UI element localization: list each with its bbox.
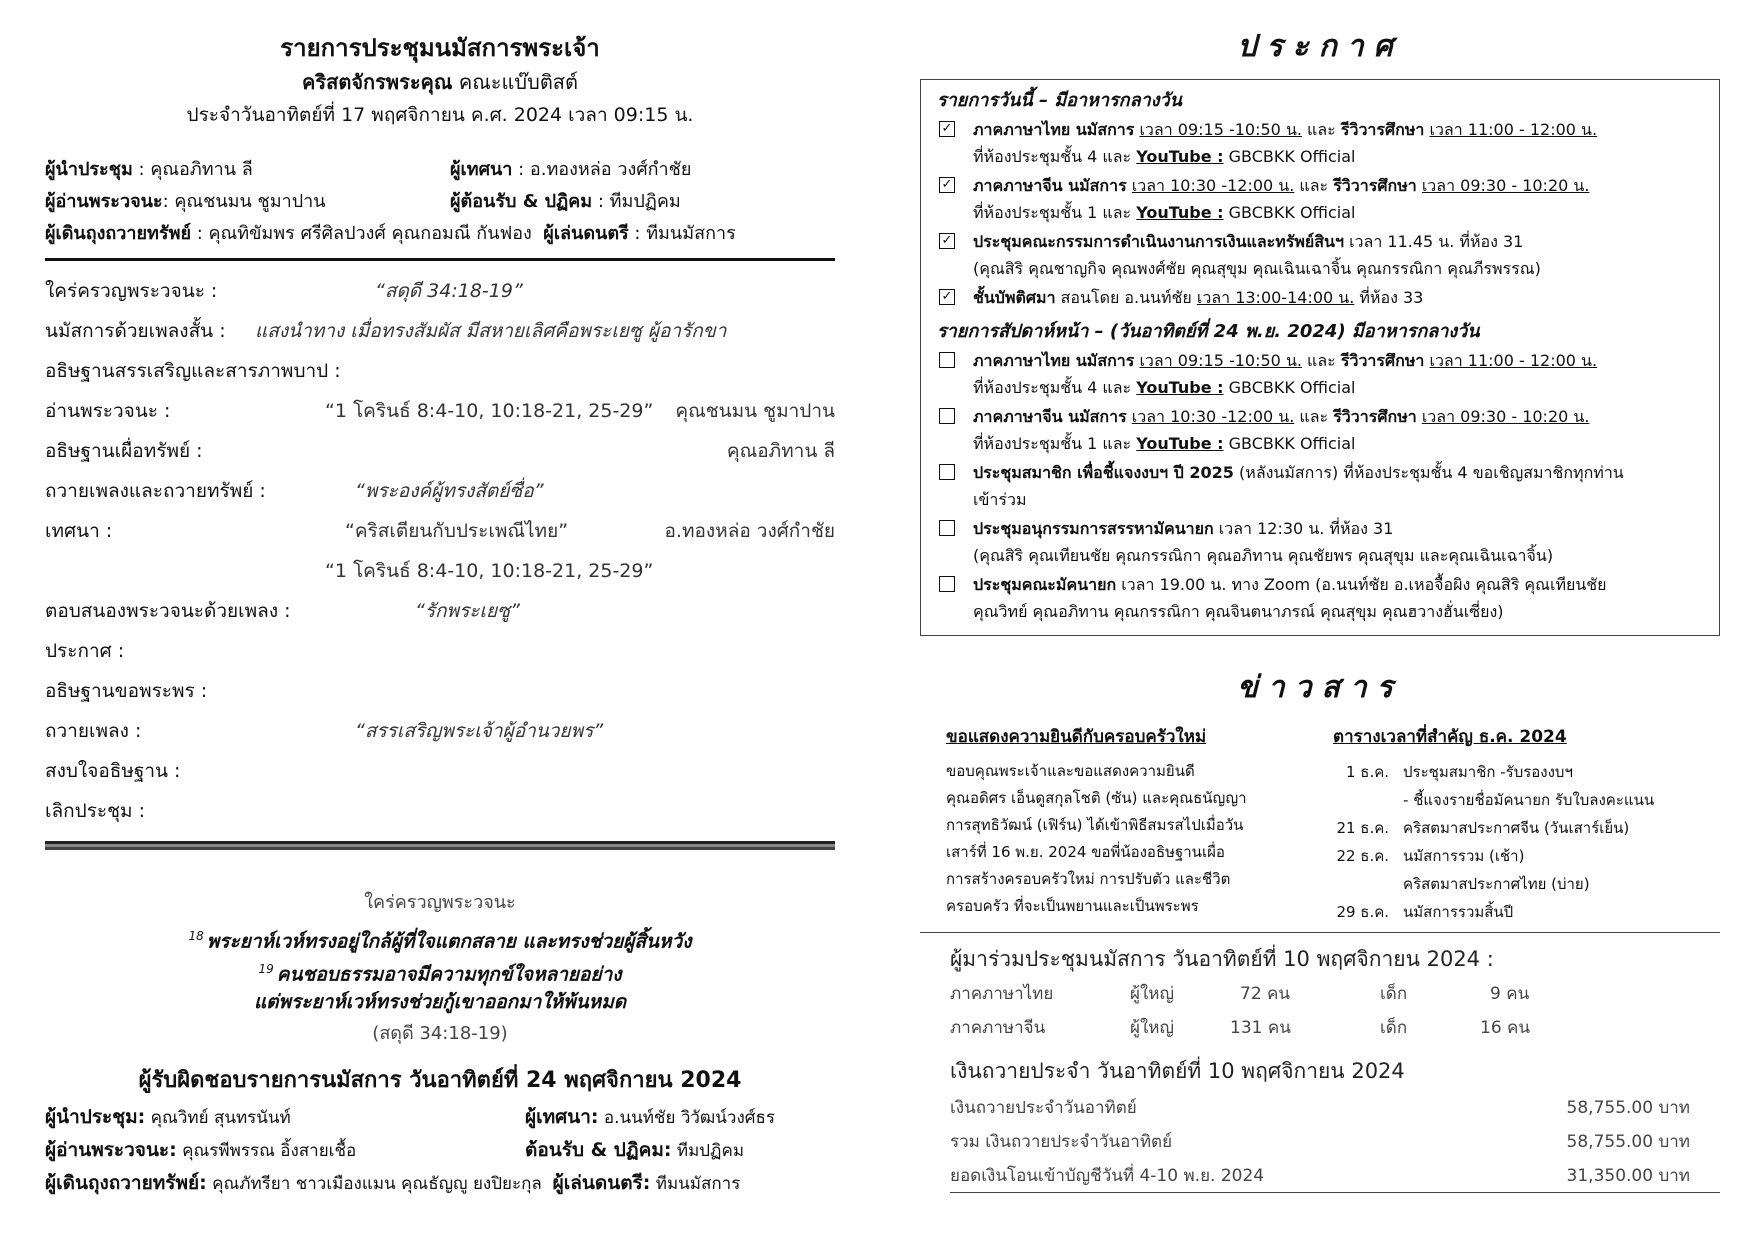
order-row: อธิษฐานสรรเสริญและสารภาพบาป : — [45, 360, 341, 382]
offering-heading: เงินถวายประจำ วันอาทิตย์ที่ 10 พฤศจิกายน 2024 — [950, 1059, 1405, 1083]
offering-row: รวม เงินถวายประจำวันอาทิตย์ 58,755.00 บาท — [950, 1132, 1690, 1152]
news-title: ข่าวสาร — [1237, 670, 1403, 705]
scripture-line: แต่พระยาห์เวห์ทรงช่วยกู้เขาออกมาให้พ้นหมด — [253, 991, 627, 1013]
announcement-item — [937, 571, 1705, 625]
announcements-box — [920, 79, 1720, 636]
scripture-reference: (สดุดี 34:18-19) — [372, 1023, 508, 1044]
congrats-column — [946, 722, 1323, 926]
next-week-row: ผู้นำประชุม: คุณวิทย์ สุนทรนันท์ ผู้เทศนา: อ.นนท์ชัย วิวัฒน์วงศ์ธร — [45, 1106, 776, 1128]
attendance-section — [920, 932, 1720, 1199]
order-row: อธิษฐานขอพระพร : — [45, 680, 208, 702]
calendar-row — [1333, 870, 1720, 898]
checked-box-icon: ✓ — [939, 121, 955, 137]
calendar-date — [1333, 870, 1403, 898]
announcement-line: ภาคภาษาจีน นมัสการ เวลา 10:30 -12:00 น. และ รีวิวารศึกษา เวลา 09:30 - 10:20 น. — [973, 407, 1590, 426]
announcement-line: ที่ห้องประชุมชั้น 4 และ YouTube : GBCBKK Official — [973, 147, 1356, 166]
congrats-line: ครอบครัว ที่จะเป็นพยานและเป็นพระพร — [946, 897, 1199, 915]
announcement-line: ที่ห้องประชุมชั้น 1 และ YouTube : GBCBKK Official — [973, 434, 1356, 453]
order-row: สงบใจอธิษฐาน : — [45, 760, 181, 782]
empty-box-icon — [939, 464, 955, 480]
order-row: อธิษฐานเผื่อทรัพย์ : คุณอภิทาน ลี — [45, 440, 835, 462]
offering-row: ยอดเงินโอนเข้าบัญชีวันที่ 4-10 พ.ย. 2024 31,350.00 บาท — [950, 1159, 1720, 1193]
calendar-row — [1333, 814, 1720, 842]
attendance-heading: ผู้มาร่วมประชุมนมัสการ วันอาทิตย์ที่ 10 พฤศจิกายน 2024 : — [950, 947, 1494, 971]
scripture-reflection — [45, 886, 835, 1049]
scripture-line: $^{18}$ พระยาห์เวห์ทรงอยู่ใกล้ผู้ที่ใจแตกสลาย และทรงช่วยผู้สิ้นหวัง — [188, 929, 692, 953]
congrats-line: คุณอดิศร เอ็นดูสกุลโชติ (ซัน) และคุณธนัญญา — [946, 789, 1247, 807]
announcement-item — [937, 459, 1705, 513]
bulletin-title: รายการประชุมนมัสการพระเจ้า — [280, 34, 600, 62]
attendance-row: ภาคภาษาไทย ผู้ใหญ่ 72 คน เด็ก 9 คน — [950, 984, 1530, 1004]
checked-box-icon: ✓ — [939, 233, 955, 249]
order-row: ประกาศ : — [45, 640, 125, 662]
calendar-date: 29 ธ.ค. — [1336, 903, 1390, 921]
youtube-label: YouTube : — [1136, 378, 1224, 397]
calendar-row — [1333, 758, 1720, 786]
announcement-item — [937, 228, 1705, 282]
calendar-event: - ชี้แจงรายชื่อมัคนายก รับใบลงคะแนน — [1403, 791, 1655, 809]
empty-box-icon — [939, 352, 955, 368]
calendar-column — [1333, 722, 1720, 926]
calendar-row — [1333, 898, 1720, 926]
service-date: ประจำวันอาทิตย์ที่ 17 พฤศจิกายน ค.ศ. 2024 เวลา 09:15 น. — [186, 104, 694, 126]
announcement-line: ที่ห้องประชุมชั้น 1 และ YouTube : GBCBKK Official — [973, 203, 1356, 222]
calendar-event: นมัสการรวม (เช้า) — [1403, 847, 1525, 865]
announcement-line: ประชุมคณะมัคนายก เวลา 19.00 น. ทาง Zoom (อ.นนท์ชัย อ.เหอจื้อผิง คุณสิริ คุณเทียนชัย — [973, 575, 1607, 594]
staff-row: ผู้นำประชุม : คุณอภิทาน ลี ผู้เทศนา : อ.ทองหล่อ วงศ์กำชัย — [45, 159, 692, 180]
order-row: ใคร่ครวญพระวจนะ : “สดุดี 34:18-19” — [45, 280, 523, 302]
calendar-event: คริสตมาสประกาศจีน (วันเสาร์เย็น) — [1403, 819, 1630, 837]
calendar-heading: ตารางเวลาที่สำคัญ ธ.ค. 2024 — [1333, 727, 1567, 747]
order-row: ถวายเพลง : “สรรเสริญพระเจ้าผู้อำนวยพร” — [45, 720, 604, 742]
congrats-line: การสร้างครอบครัวใหม่ การปรับตัว และชีวิต — [946, 870, 1231, 888]
announcements-title: ประกาศ — [1237, 29, 1403, 64]
empty-box-icon — [939, 520, 955, 536]
congrats-heading: ขอแสดงความยินดีกับครอบครัวใหม่ — [946, 727, 1207, 747]
next-week-row: ผู้อ่านพระวจนะ: คุณรพีพรรณ อิ้งสายเชื้อ ต้อนรับ & ปฏิคม: ทีมปฏิคม — [45, 1139, 745, 1161]
calendar-event: ประชุมสมาชิก -รับรองงบฯ — [1403, 763, 1573, 781]
congrats-text — [946, 758, 1323, 920]
calendar-event: คริสตมาสประกาศไทย (บ่าย) — [1403, 875, 1590, 893]
calendar-event: นมัสการรวมสิ้นปี — [1403, 903, 1514, 921]
attendance-row: ภาคภาษาจีน ผู้ใหญ่ 131 คน เด็ก 16 คน — [950, 1018, 1531, 1038]
announcement-line: ภาคภาษาไทย นมัสการ เวลา 09:15 -10:50 น. และ รีวิวารศึกษา เวลา 11:00 - 12:00 น. — [973, 120, 1598, 139]
announcement-line: (คุณสิริ คุณเทียนชัย คุณกรรณิกา คุณอภิทาน คุณชัยพร คุณสุขุม และคุณเฉินเฉาจิ้น) — [973, 546, 1554, 565]
checked-box-icon: ✓ — [939, 177, 955, 193]
announcement-item — [937, 116, 1705, 170]
order-of-service — [45, 271, 835, 831]
next-week-row: ผู้เดินถุงถวายทรัพย์: คุณภัทรียา ชาวเมืองแมน คุณธัญญู ยงปิยะกุล ผู้เล่นดนตรี: ทีมนมัสการ — [45, 1172, 741, 1194]
announcement-line: ชั้นบัพติศมา สอนโดย อ.นนท์ชัย เวลา 13:00-14:00 น. ที่ห้อง 33 — [973, 288, 1424, 307]
calendar-date — [1333, 786, 1403, 814]
order-row: นมัสการด้วยเพลงสั้น : แสงนำทาง เมื่อทรงสัมผัส มีสหายเลิศคือพระเยซู ผู้อารักขา — [45, 320, 727, 342]
announcement-line: ภาคภาษาไทย นมัสการ เวลา 09:15 -10:50 น. และ รีวิวารศึกษา เวลา 11:00 - 12:00 น. — [973, 351, 1598, 370]
church-name: คริสตจักรพระคุณ คณะแบ๊บติสต์ — [302, 70, 578, 94]
calendar-date: 21 ธ.ค. — [1336, 819, 1390, 837]
staff-row: ผู้อ่านพระวจนะ: คุณชนมน ชูมาปาน ผู้ต้อนรับ & ปฏิคม : ทีมปฏิคม — [45, 191, 681, 212]
calendar-row — [1333, 842, 1720, 870]
announcement-item — [937, 403, 1705, 457]
order-row: อ่านพระวจนะ : “1 โครินธ์ 8:4-10, 10:18-21, 25-29” คุณชนมน ชูมาปาน — [45, 400, 835, 422]
announcement-line: เข้าร่วม — [973, 490, 1027, 509]
order-row: เลิกประชุม : — [45, 800, 145, 822]
calendar-date: 22 ธ.ค. — [1336, 847, 1390, 865]
next-week-heading: รายการสัปดาห์หน้า – (วันอาทิตย์ที่ 24 พ.ย. 2024) มีอาหารกลางวัน — [937, 321, 1480, 342]
youtube-label: YouTube : — [1136, 147, 1224, 166]
announcement-line: ประชุมคณะกรรมการดำเนินงานการเงินและทรัพย์สินฯ เวลา 11.45 น. ที่ห้อง 31 — [973, 232, 1524, 251]
announcement-line: ที่ห้องประชุมชั้น 4 และ YouTube : GBCBKK Official — [973, 378, 1356, 397]
announcement-line: ประชุมอนุกรรมการสรรหามัคนายก เวลา 12:30 น. ที่ห้อง 31 — [973, 519, 1394, 538]
congrats-line: การสุทธิวัฒน์ (เฟิร์น) ได้เข้าพิธีสมรสไปเมื่อวัน — [946, 816, 1244, 834]
empty-box-icon — [939, 576, 955, 592]
offering-row: เงินถวายประจำวันอาทิตย์ 58,755.00 บาท — [950, 1098, 1690, 1118]
divider — [45, 258, 835, 261]
announcement-line: ประชุมสมาชิก เพื่อชี้แจงงบฯ ปี 2025 (หลังนมัสการ) ที่ห้องประชุมชั้น 4 ขอเชิญสมาชิกทุกท่าน — [973, 463, 1624, 482]
announcements-page — [920, 25, 1720, 1199]
youtube-label: YouTube : — [1136, 203, 1224, 222]
divider — [45, 841, 835, 850]
checked-box-icon: ✓ — [939, 289, 955, 305]
today-heading: รายการวันนี้ – มีอาหารกลางวัน — [937, 90, 1182, 111]
order-row: “1 โครินธ์ 8:4-10, 10:18-21, 25-29” — [325, 560, 654, 582]
order-row: ตอบสนองพระวจนะด้วยเพลง : “รักพระเยซู” — [45, 600, 520, 622]
announcement-item — [937, 515, 1705, 569]
calendar-row — [1333, 786, 1720, 814]
worship-order-page — [45, 30, 835, 1200]
news-section — [920, 722, 1720, 926]
order-row: ถวายเพลงและถวายทรัพย์ : “พระองค์ผู้ทรงสัตย์ซื่อ” — [45, 480, 544, 502]
empty-box-icon — [939, 408, 955, 424]
calendar-date: 1 ธ.ค. — [1345, 763, 1390, 781]
scripture-heading: ใคร่ครวญพระวจนะ — [364, 892, 516, 913]
youtube-label: YouTube : — [1136, 434, 1224, 453]
announcement-item — [937, 284, 1705, 311]
staff-row: ผู้เดินถุงถวายทรัพย์ : คุณทิขัมพร ศรีศิลปวงศ์ คุณกอมณี กันฟอง ผู้เล่นดนตรี : ทีมนมัสการ — [45, 223, 736, 244]
scripture-line: $^{19}$ คนชอบธรรมอาจมีความทุกข์ใจหลายอย่าง — [258, 962, 622, 986]
service-staff — [45, 154, 835, 250]
congrats-line: ขอบคุณพระเจ้าและขอแสดงความยินดี — [946, 762, 1195, 780]
announcement-item — [937, 172, 1705, 226]
order-row: เทศนา : “คริสเตียนกับประเพณีไทย” อ.ทองหล่อ วงศ์กำชัย — [45, 520, 835, 542]
congrats-line: เสาร์ที่ 16 พ.ย. 2024 ขอพี่น้องอธิษฐานเผื่อ — [946, 843, 1225, 861]
next-week-title: ผู้รับผิดชอบรายการนมัสการ วันอาทิตย์ที่ 24 พฤศจิกายน 2024 — [138, 1068, 742, 1093]
announcement-line: ภาคภาษาจีน นมัสการ เวลา 10:30 -12:00 น. และ รีวิวารศึกษา เวลา 09:30 - 10:20 น. — [973, 176, 1590, 195]
announcement-item — [937, 347, 1705, 401]
announcement-line: คุณวิทย์ คุณอภิทาน คุณกรรณิกา คุณจินตนาภรณ์ คุณสุขุม คุณฮวางฮั่นเซี่ยง) — [973, 602, 1504, 621]
announcement-line: (คุณสิริ คุณชาญกิจ คุณพงศ์ชัย คุณสุขุม คุณเฉินเฉาจิ้น คุณกรรณิกา คุณภีรพรรณ) — [973, 259, 1541, 278]
